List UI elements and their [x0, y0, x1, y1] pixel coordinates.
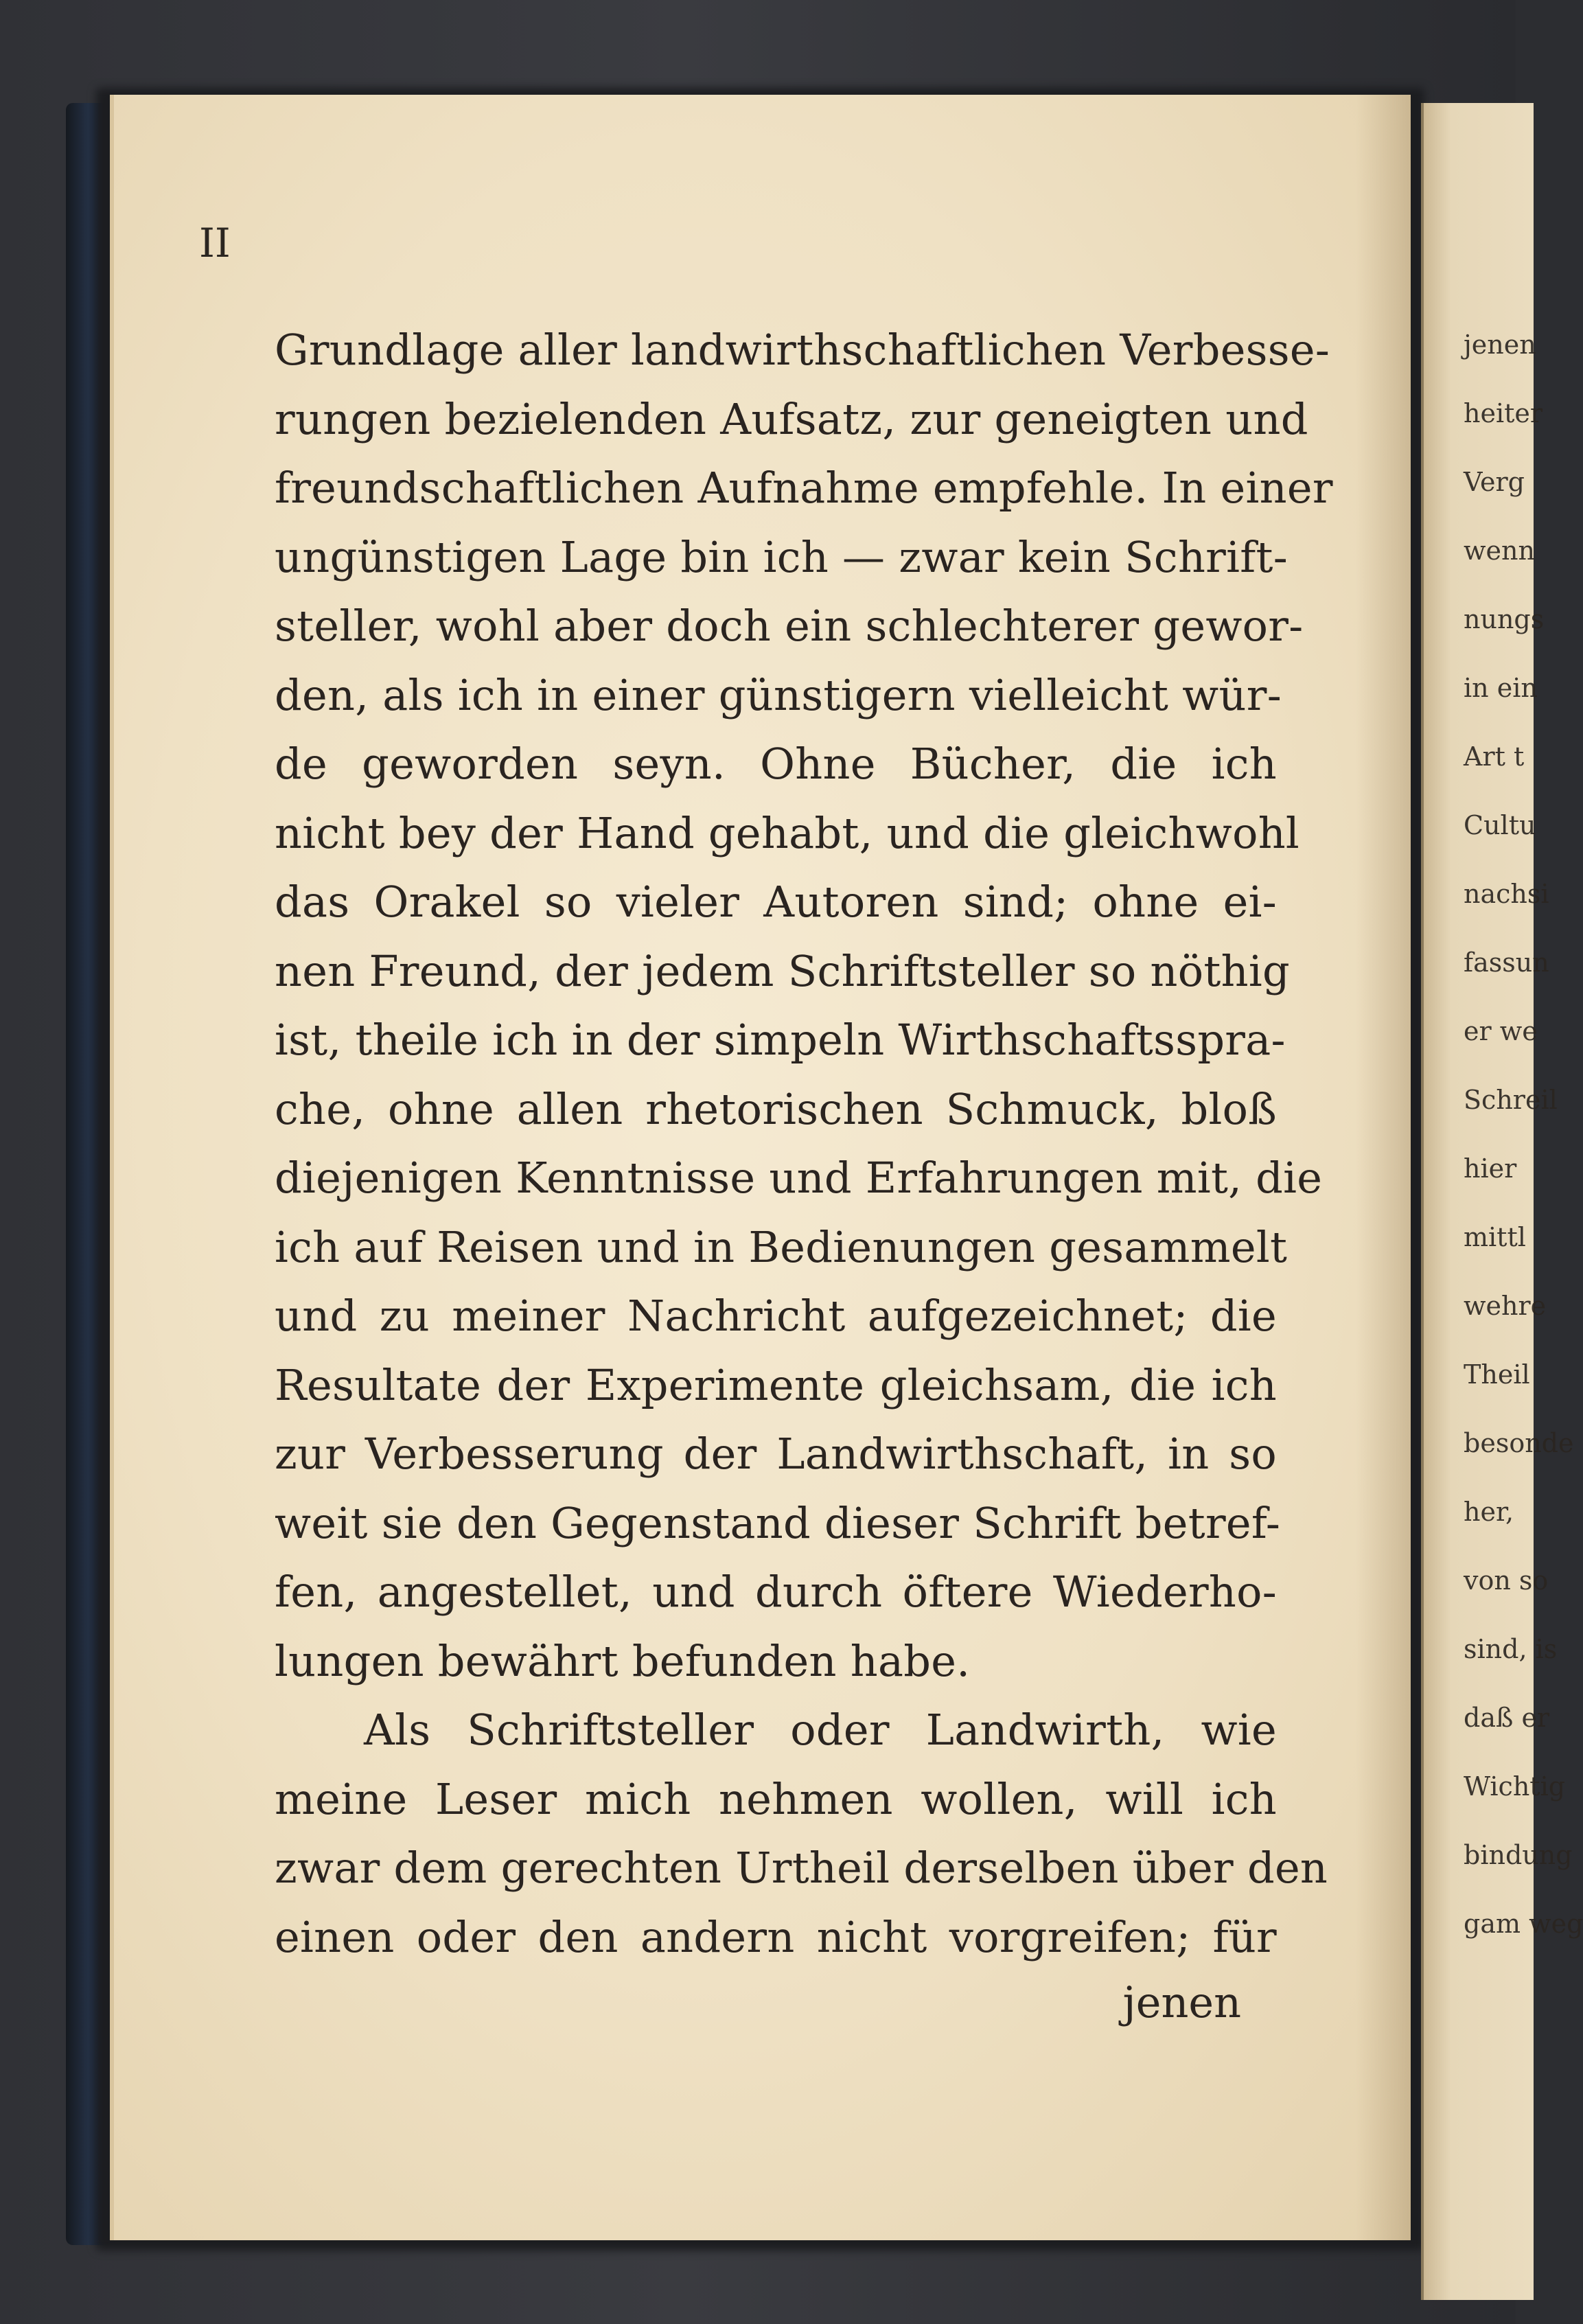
text-line: diejenigen Kenntnisse und Erfahrungen mit, die [275, 1153, 1323, 1203]
text-line: weit sie den Gegenstand dieser Schrift betref- [275, 1497, 1281, 1548]
next-page-fragment: er we [1464, 1016, 1538, 1046]
next-page-fragment: hier [1464, 1153, 1517, 1184]
catchword: jenen [1122, 1977, 1241, 2027]
next-page-fragment: Schreil [1464, 1085, 1558, 1115]
text-line: fen, angestellet, und durch öftere Wiederho- [275, 1567, 1277, 1617]
text-line: einen oder den andern nicht vorgreifen; für [275, 1911, 1277, 1962]
text-line: ich auf Reisen und in Bedienungen gesammelt [275, 1221, 1288, 1272]
text-line: zur Verbesserung der Landwirthschaft, in so [275, 1429, 1277, 1479]
text-line: ungünstigen Lage bin ich — zwar kein Schrift- [275, 531, 1288, 582]
text-line: ist, theile ich in der simpeln Wirthschaftsspra- [275, 1015, 1286, 1065]
next-page-fragment: in ein [1464, 673, 1538, 703]
next-page-fragment: heiter [1464, 398, 1543, 428]
text-line: und zu meiner Nachricht aufgezeichnet; die [275, 1291, 1277, 1341]
next-page-fragment: besonde [1464, 1428, 1574, 1458]
text-line: lungen bewährt befunden habe. [275, 1635, 971, 1686]
body-text [275, 316, 1333, 1972]
text-line: Resultate der Experimente gleichsam, die ich [275, 1359, 1277, 1410]
next-page-fragment: gam weg [1464, 1909, 1583, 1939]
text-line: zwar dem gerechten Urtheil derselben über den [275, 1843, 1328, 1893]
page-number: II [199, 220, 231, 266]
next-page-fragment: Verg [1464, 467, 1525, 497]
next-page-fragment: daß er [1464, 1703, 1550, 1733]
text-line: meine Leser mich nehmen wollen, will ich [275, 1773, 1277, 1824]
text-line-paragraph-start: Als Schriftsteller oder Landwirth, wie [364, 1705, 1277, 1755]
text-line: nen Freund, der jedem Schriftsteller so nöthig [275, 945, 1290, 996]
next-page-fragment: fassun [1464, 947, 1549, 978]
text-line: den, als ich in einer günstigern vielleicht wür- [275, 669, 1282, 720]
next-page-fragment: jenen [1464, 330, 1536, 360]
next-page-fragment: von so [1464, 1565, 1549, 1596]
next-page-fragment: Wichtig [1464, 1771, 1566, 1802]
text-line: steller, wohl aber doch ein schlechterer gewor- [275, 601, 1304, 651]
next-page-fragment: wehre [1464, 1291, 1547, 1321]
text-line: nicht bey der Hand gehabt, und die gleichwohl [275, 807, 1300, 858]
next-page-fragment: Cultu [1464, 810, 1536, 840]
text-line: das Orakel so vieler Autoren sind; ohne ei- [275, 877, 1277, 927]
next-page-fragment: mittl [1464, 1222, 1526, 1252]
next-page-fragment: sind, is [1464, 1634, 1558, 1664]
next-page-fragment: nungs [1464, 604, 1545, 634]
book-page-right-edge [1421, 103, 1583, 2300]
text-line: de geworden seyn. Ohne Bücher, die ich [275, 739, 1277, 789]
text-line: che, ohne allen rhetorischen Schmuck, bloß [275, 1083, 1277, 1134]
next-page-fragment: her, [1464, 1497, 1514, 1527]
next-page-fragment: wenn [1464, 536, 1535, 566]
next-page-fragment: Art t [1464, 741, 1525, 772]
text-line: freundschaftlichen Aufnahme empfehle. In einer [275, 463, 1333, 513]
next-page-fragment: nachsi [1464, 879, 1549, 909]
next-page-fragment: Theil [1464, 1359, 1530, 1390]
text-line: Grundlage aller landwirthschaftlichen Verbesse- [275, 325, 1330, 375]
text-line: rungen bezielenden Aufsatz, zur geneigten und [275, 393, 1308, 444]
next-page-fragment: bindung [1464, 1840, 1573, 1870]
